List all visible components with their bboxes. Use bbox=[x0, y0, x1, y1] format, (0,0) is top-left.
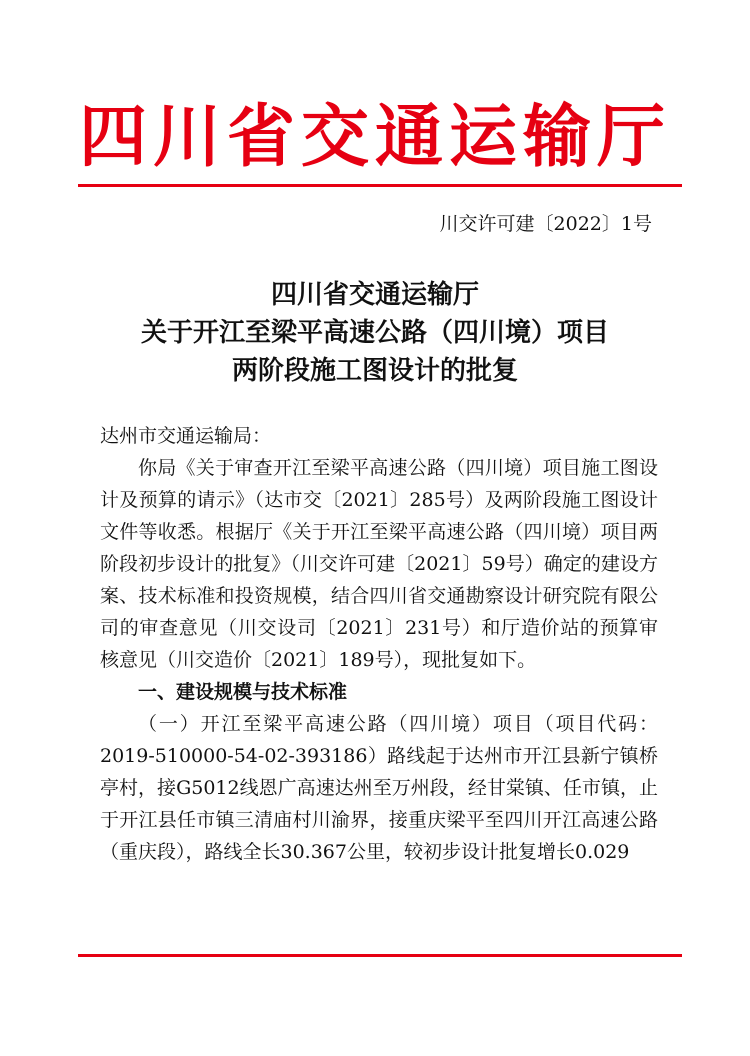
title-line-3: 两阶段施工图设计的批复 bbox=[231, 356, 518, 386]
body-paragraph-1: 你局《关于审查开江至梁平高速公路（四川境）项目施工图设计及预算的请示》（达市交〔2021〕285号）及两阶段施工图设计文件等收悉。根据厅《关于开江至梁平高速公路（四川境）项目两阶段初步设计的批复》（川交许可建〔2021〕59号）确定的建设方案、技术标准和投资规模，结合四川省交通勘察设计研究院有限公司的审查意见（川交设司〔2021〕231号）和厅造价站的预算审核意见（川交造价〔2021〕189号），现批复如下。 bbox=[100, 457, 658, 671]
header-red-rule bbox=[78, 184, 682, 187]
body-paragraph-2: （一）开江至梁平高速公路（四川境）项目（项目代码：2019-510000-54-02-393186）路线起于达州市开江县新宁镇桥亭村，接G5012线恩广高速达州至万州段，经甘棠镇、任市镇，止于开江县任市镇三清庙村川渝界，接重庆梁平至四川开江高速公路（重庆段），路线全长30.367公里，较初步设计批复增长0.029 bbox=[100, 713, 658, 863]
section-heading-1: 一、建设规模与技术标准 bbox=[138, 681, 348, 703]
document-number: 川交许可建〔2022〕1号 bbox=[439, 213, 652, 235]
issuing-authority-header: 四川省交通运输厅 bbox=[78, 98, 671, 177]
title-line-1: 四川省交通运输厅 bbox=[270, 280, 479, 310]
footer-red-rule bbox=[78, 954, 682, 957]
addressee: 达州市交通运输局： bbox=[100, 425, 272, 447]
title-line-2: 关于开江至梁平高速公路（四川境）项目 bbox=[140, 318, 609, 348]
document-body bbox=[100, 420, 658, 868]
document-title bbox=[0, 276, 750, 390]
